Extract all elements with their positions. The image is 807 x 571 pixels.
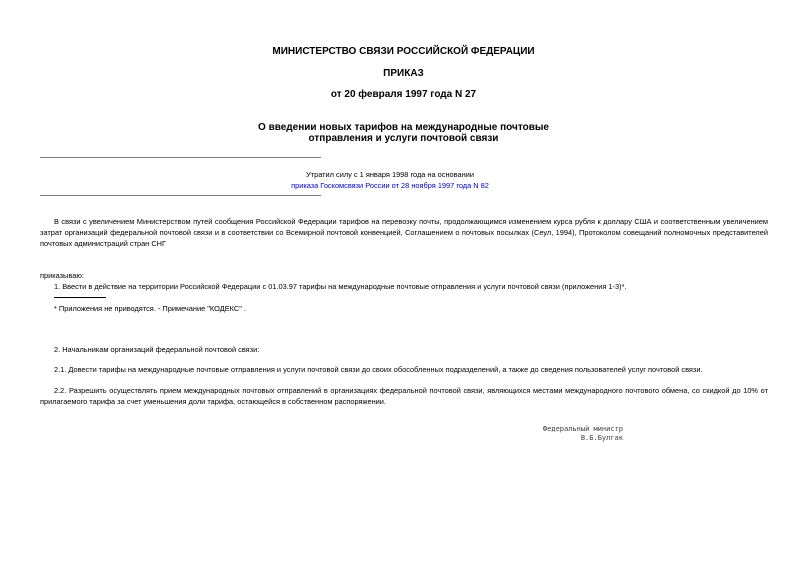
- signature-name: В.Б.Булгак: [580, 434, 623, 442]
- status-note: Утратил силу с 1 января 1998 года на основании: [306, 170, 474, 179]
- item-2-1: 2.1. Довести тарифы на международные почтовые отправления и услуги почтовой связи до своих обособленных подразделений, а также до сведения пользователей услуг почтовой связи.: [54, 365, 703, 374]
- intro-paragraph: В связи с увеличением Министерством путей сообщения Российской Федерации тарифов на перевозку почты, продолжающимся изменением курса рубля к доллару США и соответственным увеличением затрат организаций федеральной почтовой связи и в соответствии со Всемирной почтовой конвенцией, Соглашением о почтовых посылках (Сеул, 1994), Протоколом совещаний полномочных представителей почтовых администраций стран СНГ: [40, 217, 768, 248]
- signature-position: Федеральный министр: [542, 425, 623, 433]
- divider-top: [40, 157, 321, 158]
- document-date: от 20 февраля 1997 года N 27: [330, 89, 477, 100]
- item-2-2: 2.2. Разрешить осуществлять прием международных почтовых отправлений в организациях федеральной почтовой связи, являющихся местами международного почтового обмена, со скидкой до 10% от прилагаемого тарифа за счет уменьшения доли тарифа, остающейся в собственном распоряжении.: [40, 386, 768, 406]
- footnote-divider: [54, 297, 106, 298]
- document-title-line-2: отправления и услуги почтовой связи: [308, 133, 499, 144]
- document-type: ПРИКАЗ: [383, 68, 424, 79]
- item-1: 1. Ввести в действие на территории Российской Федерации с 01.03.97 тарифы на международные почтовые отправления и услуги почтовой связи (приложения 1-3)*.: [54, 282, 627, 291]
- item-2: 2. Начальникам организаций федеральной почтовой связи:: [54, 345, 260, 354]
- repeal-order-link[interactable]: приказа Госкомсвязи России от 28 ноября 1997 года N 82: [291, 181, 489, 190]
- ministry-heading: МИНИСТЕРСТВО СВЯЗИ РОССИЙСКОЙ ФЕДЕРАЦИИ: [272, 46, 535, 57]
- decree-word: приказываю:: [40, 271, 84, 280]
- divider-bottom: [40, 195, 321, 196]
- footnote: * Приложения не приводятся. - Примечание "КОДЕКС" .: [54, 304, 246, 313]
- document-title-line-1: О введении новых тарифов на международные почтовые: [258, 122, 549, 133]
